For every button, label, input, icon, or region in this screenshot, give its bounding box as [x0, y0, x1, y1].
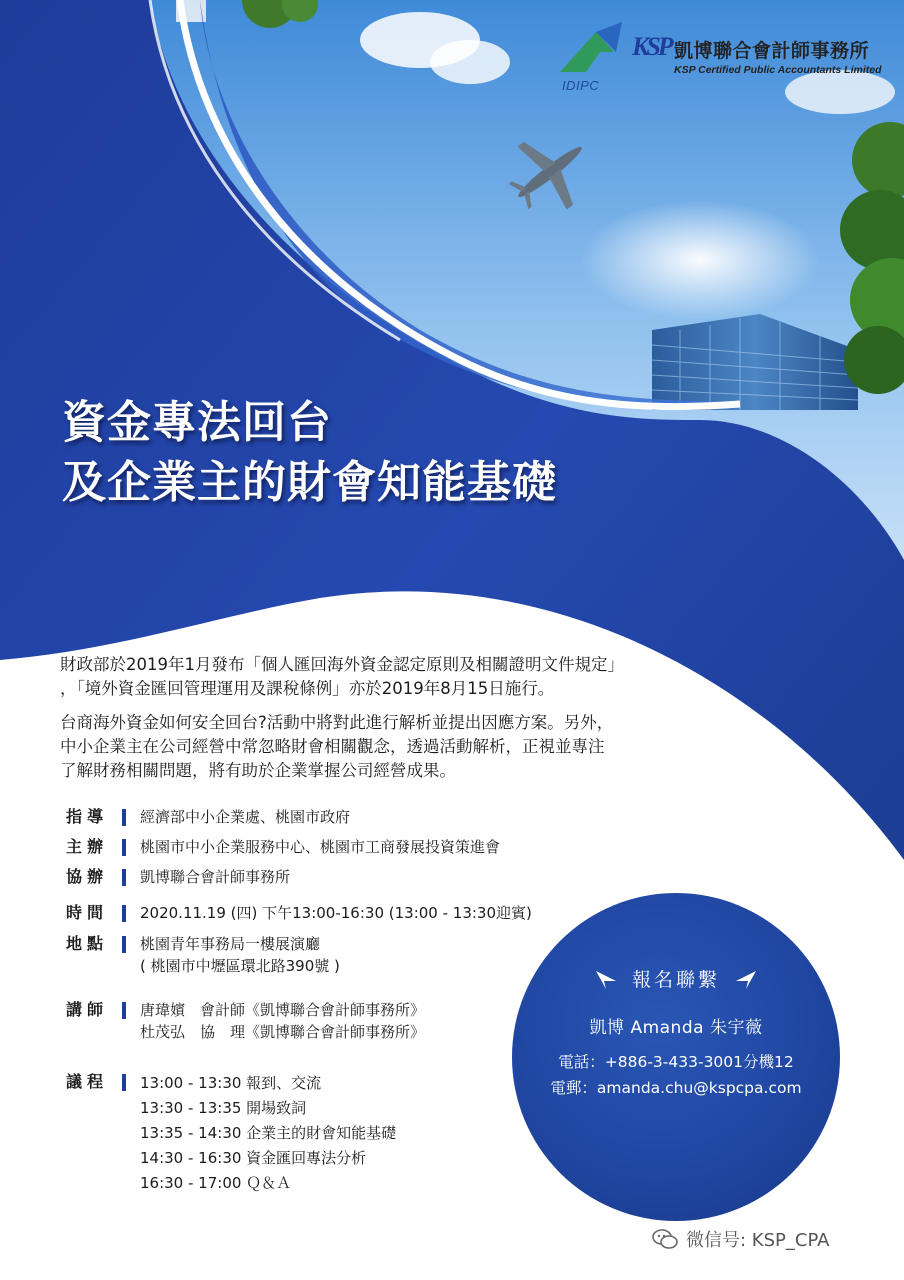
wechat-id: 微信号: KSP_CPA	[686, 1230, 830, 1251]
intro-p2-line1: 台商海外資金如何安全回台?活動中將對此進行解析並提出因應方案。另外，	[60, 713, 614, 732]
contact-phone[interactable]: 電話：+886-3-433-3001分機12	[558, 1053, 794, 1071]
detail-cohost	[66, 866, 290, 888]
intro-p1-line1: 財政部於2019年1月發布「個人匯回海外資金認定原則及相關證明文件規定」	[60, 655, 624, 674]
detail-agenda	[66, 1071, 396, 1196]
contact-name: 凱博 Amanda 朱宇薇	[589, 1018, 763, 1038]
label-bar	[122, 869, 126, 886]
detail-place-label: 地點	[66, 934, 109, 953]
detail-time-value: 2020.11.19 (四) 下午13:00-16:30 (13:00 - 13:30迎賓)	[140, 904, 532, 922]
agenda-item: 16:30 - 17:00 Ｑ＆Ａ	[140, 1174, 292, 1192]
agenda-item: 13:30 - 13:35 開場致詞	[140, 1099, 307, 1117]
speaker-item: 唐瑋嬪 會計師《凱博聯合會計師事務所》	[140, 1001, 426, 1019]
contact-email[interactable]: 電郵：amanda.chu@kspcpa.com	[550, 1079, 802, 1097]
detail-speakers-label: 講師	[66, 1000, 109, 1019]
detail-speakers-value	[140, 999, 425, 1043]
intro-p2-line3: 了解財務相關問題，將有助於企業掌握公司經營成果。	[60, 761, 456, 780]
label-bar	[122, 936, 126, 953]
label-bar	[122, 839, 126, 856]
detail-agenda-value	[140, 1071, 396, 1196]
idipc-logo	[556, 22, 636, 94]
label-bar	[122, 1002, 126, 1019]
label-bar	[122, 1074, 126, 1091]
intro-text	[60, 653, 760, 783]
detail-guide-value: 經濟部中小企業處、桃園市政府	[140, 808, 351, 826]
title-line-1: 資金專法回台	[62, 397, 332, 448]
intro-p1-line2: ，「境外資金匯回管理運用及課稅條例」亦於2019年8月15日施行。	[60, 679, 555, 698]
place-name: 桃園青年事務局一樓展演廳	[140, 935, 321, 953]
detail-place-value	[140, 933, 340, 977]
agenda-item: 13:00 - 13:30 報到、交流	[140, 1074, 322, 1092]
ksp-name-en: KSP Certified Public Accountants Limited	[674, 64, 882, 76]
detail-agenda-label: 議程	[66, 1072, 109, 1091]
wechat-watermark	[652, 1226, 829, 1252]
detail-time	[66, 902, 532, 924]
contact-circle	[512, 893, 840, 1221]
label-bar	[122, 905, 126, 922]
idipc-text: IDIPC	[562, 78, 600, 93]
detail-speakers	[66, 999, 425, 1043]
detail-time-label: 時間	[66, 903, 109, 922]
intro-p2-line2: 中小企業主在公司經營中常忽略財會相關觀念，透過活動解析，正視並專注	[60, 737, 605, 756]
paper-plane-icon	[734, 969, 758, 991]
detail-place	[66, 933, 340, 977]
place-address: ( 桃園市中壢區環北路390號 )	[140, 957, 340, 975]
ksp-logo	[632, 34, 882, 90]
detail-guide	[66, 806, 350, 828]
wechat-icon	[652, 1228, 678, 1250]
agenda-item: 13:35 - 14:30 企業主的財會知能基礎	[140, 1124, 397, 1142]
detail-cohost-label: 協辦	[66, 867, 109, 886]
detail-host-value: 桃園市中小企業服務中心、桃園市工商發展投資策進會	[140, 838, 501, 856]
event-title	[62, 393, 557, 513]
ksp-name-cn: 凱博聯合會計師事務所	[674, 40, 870, 62]
detail-cohost-value: 凱博聯合會計師事務所	[140, 868, 291, 886]
agenda-item: 14:30 - 16:30 資金匯回專法分析	[140, 1149, 367, 1167]
detail-host-label: 主辦	[66, 837, 109, 856]
ksp-mark: KSP	[632, 32, 671, 61]
detail-host	[66, 836, 500, 858]
label-bar	[122, 809, 126, 826]
speaker-item: 杜茂弘 協 理《凱博聯合會計師事務所》	[140, 1023, 426, 1041]
detail-guide-label: 指導	[66, 807, 109, 826]
title-line-2: 及企業主的財會知能基礎	[62, 457, 557, 508]
idipc-mark-icon	[556, 22, 636, 78]
contact-heading: 報名聯繫	[631, 969, 720, 991]
